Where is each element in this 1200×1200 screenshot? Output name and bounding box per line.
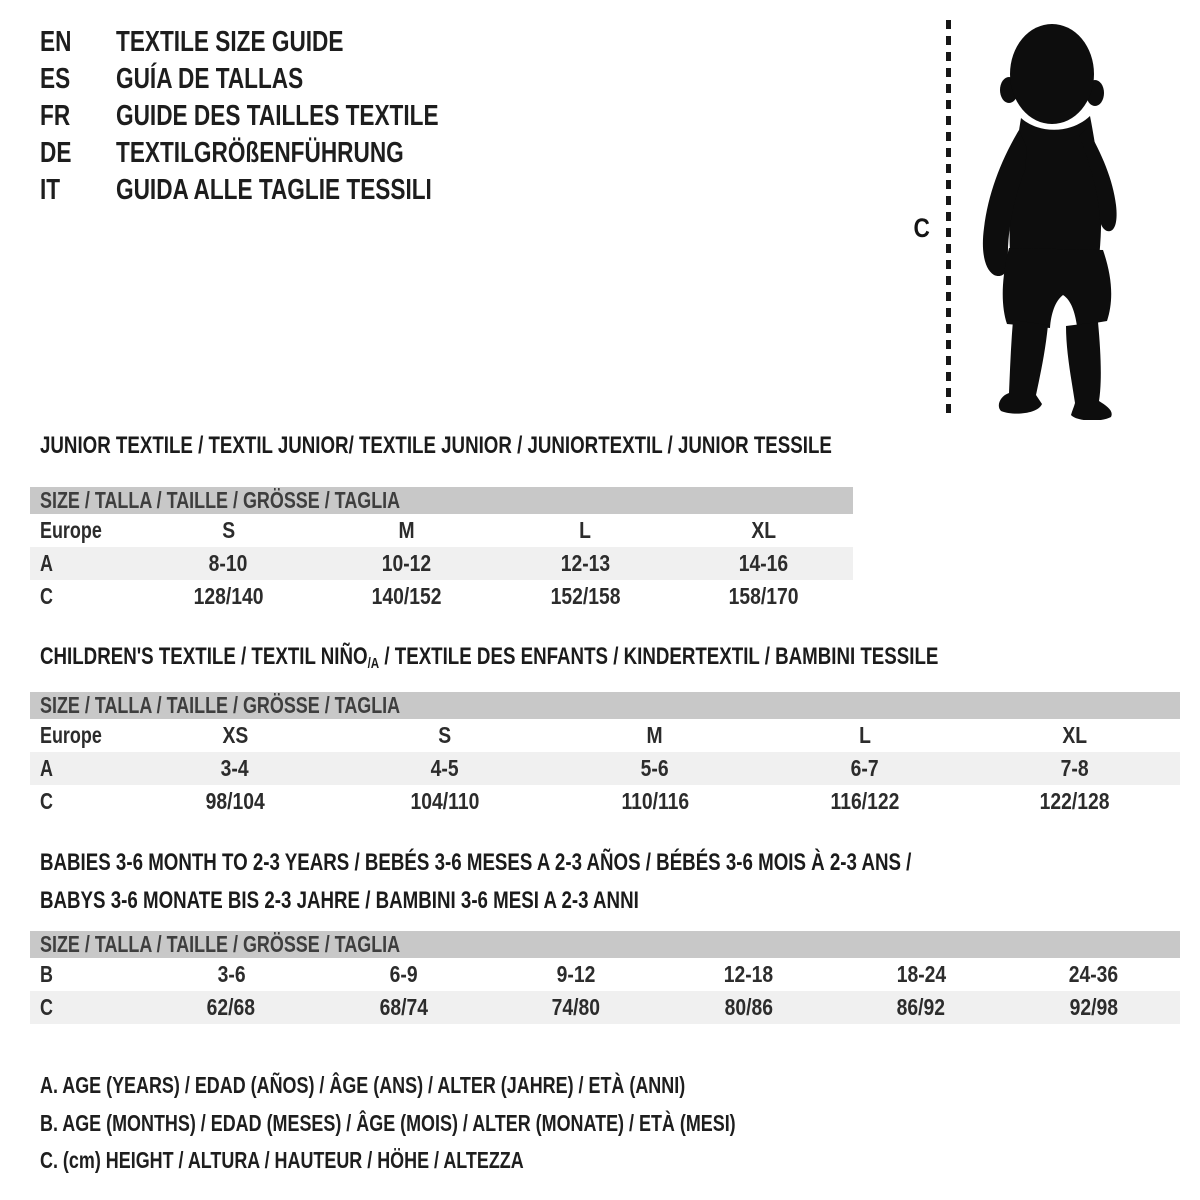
lang-title-es: GUÍA DE TALLAS — [116, 63, 304, 95]
height-value: 74/80 — [552, 994, 601, 1020]
lang-title-it: GUIDA ALLE TAGLIE TESSILI — [116, 174, 432, 206]
row-label: Europe — [40, 517, 102, 543]
size-value: S — [221, 517, 235, 543]
months-value: 12-18 — [724, 961, 774, 987]
age-value: 8-10 — [208, 550, 248, 576]
legend-line-b: B. AGE (MONTHS) / EDAD (MESES) / ÂGE (MOIS) / ALTER (MONATE) / ETÀ (MESI) — [40, 1110, 736, 1136]
height-value: 104/110 — [410, 788, 480, 814]
lang-code-de: DE — [40, 137, 72, 169]
row-label: C — [40, 583, 53, 609]
height-value: 110/116 — [621, 788, 689, 814]
height-value: 116/122 — [830, 788, 900, 814]
children-size-header-row — [30, 692, 1180, 719]
lang-row-en — [40, 24, 530, 61]
height-value: 152/158 — [550, 583, 621, 609]
row-label: A — [40, 550, 53, 576]
age-value: 5-6 — [641, 755, 669, 781]
row-label: C — [40, 788, 53, 814]
size-value: S — [438, 722, 452, 748]
age-value: 3-4 — [221, 755, 249, 781]
babies-size-header-row — [30, 931, 1180, 958]
height-value: 122/128 — [1040, 788, 1110, 814]
age-value: 7-8 — [1061, 755, 1089, 781]
toddler-silhouette — [963, 22, 1141, 420]
junior-size-table — [30, 487, 853, 613]
children-row-europe — [30, 719, 1180, 752]
age-value: 6-7 — [851, 755, 879, 781]
babies-size-header: SIZE / TALLA / TAILLE / GRÖSSE / TAGLIA — [40, 931, 401, 957]
legend-line-c: C. (cm) HEIGHT / ALTURA / HAUTEUR / HÖHE / ALTEZZA — [40, 1147, 524, 1173]
row-label: B — [40, 961, 53, 987]
lang-code-it: IT — [40, 174, 61, 206]
babies-size-table — [30, 931, 1180, 1024]
height-measure-label: C — [913, 213, 930, 243]
language-title-list — [40, 24, 530, 209]
size-value: XL — [751, 517, 777, 543]
height-value: 92/98 — [1069, 994, 1118, 1020]
height-value: 80/86 — [724, 994, 773, 1020]
size-value: XL — [1062, 722, 1088, 748]
lang-title-en: TEXTILE SIZE GUIDE — [116, 26, 344, 58]
babies-section-title-line2: BABYS 3-6 MONATE BIS 2-3 JAHRE / BAMBINI 3-6 MESI A 2-3 ANNI — [40, 887, 639, 914]
row-label: Europe — [40, 722, 102, 748]
junior-section-title: JUNIOR TEXTILE / TEXTIL JUNIOR/ TEXTILE JUNIOR / JUNIORTEXTIL / JUNIOR TESSILE — [40, 432, 832, 459]
size-value: L — [859, 722, 871, 748]
junior-row-height — [30, 580, 853, 613]
toddler-silhouette-svg — [963, 22, 1141, 420]
height-value: 128/140 — [193, 583, 264, 609]
row-label: C — [40, 994, 53, 1020]
size-value: M — [398, 517, 415, 543]
babies-row-months — [30, 958, 1180, 991]
children-row-age — [30, 752, 1180, 785]
children-size-header: SIZE / TALLA / TAILLE / GRÖSSE / TAGLIA — [40, 692, 401, 718]
height-value: 98/104 — [205, 788, 265, 814]
size-value: XS — [222, 722, 248, 748]
months-value: 9-12 — [556, 961, 596, 987]
height-value: 140/152 — [371, 583, 442, 609]
lang-title-fr: GUIDE DES TAILLES TEXTILE — [116, 100, 439, 132]
months-value: 24-36 — [1069, 961, 1119, 987]
height-value: 158/170 — [728, 583, 799, 609]
babies-section-title-line1: BABIES 3-6 MONTH TO 2-3 YEARS / BEBÉS 3-6 MESES A 2-3 AÑOS / BÉBÉS 3-6 MOIS À 2-3 ANS / — [40, 849, 912, 876]
height-value: 62/68 — [207, 994, 256, 1020]
children-section-title: CHILDREN'S TEXTILE / TEXTIL $NIÑO_{/A}$ / TEXTILE DES ENFANTS / KINDERTEXTIL / BAMBINI TESSILE — [40, 643, 939, 673]
months-value: 18-24 — [896, 961, 946, 987]
height-value: 86/92 — [897, 994, 946, 1020]
age-value: 14-16 — [739, 550, 789, 576]
height-measure-dashed-line — [946, 20, 951, 418]
lang-code-en: EN — [40, 26, 72, 58]
junior-row-europe — [30, 514, 853, 547]
row-label: A — [40, 755, 53, 781]
children-title-subscript: /A — [367, 656, 380, 673]
lang-code-es: ES — [40, 63, 71, 95]
junior-size-header: SIZE / TALLA / TAILLE / GRÖSSE / TAGLIA — [40, 487, 401, 513]
junior-row-age — [30, 547, 853, 580]
height-value: 68/74 — [379, 994, 428, 1020]
lang-row-fr — [40, 98, 530, 135]
months-value: 6-9 — [389, 961, 418, 987]
junior-size-header-row — [30, 487, 853, 514]
children-row-height — [30, 785, 1180, 818]
lang-row-es — [40, 61, 530, 98]
age-value: 10-12 — [382, 550, 432, 576]
lang-row-it — [40, 172, 530, 209]
age-value: 12-13 — [560, 550, 610, 576]
babies-row-height — [30, 991, 1180, 1024]
months-value: 3-6 — [217, 961, 246, 987]
lang-title-de: TEXTILGRÖßENFÜHRUNG — [116, 137, 404, 169]
size-value: M — [646, 722, 664, 748]
legend-line-a: A. AGE (YEARS) / EDAD (AÑOS) / ÂGE (ANS) / ALTER (JAHRE) / ETÀ (ANNI) — [40, 1072, 686, 1098]
children-size-table — [30, 692, 1180, 818]
lang-row-de — [40, 135, 530, 172]
age-value: 4-5 — [431, 755, 459, 781]
size-value: L — [579, 517, 592, 543]
lang-code-fr: FR — [40, 100, 71, 132]
